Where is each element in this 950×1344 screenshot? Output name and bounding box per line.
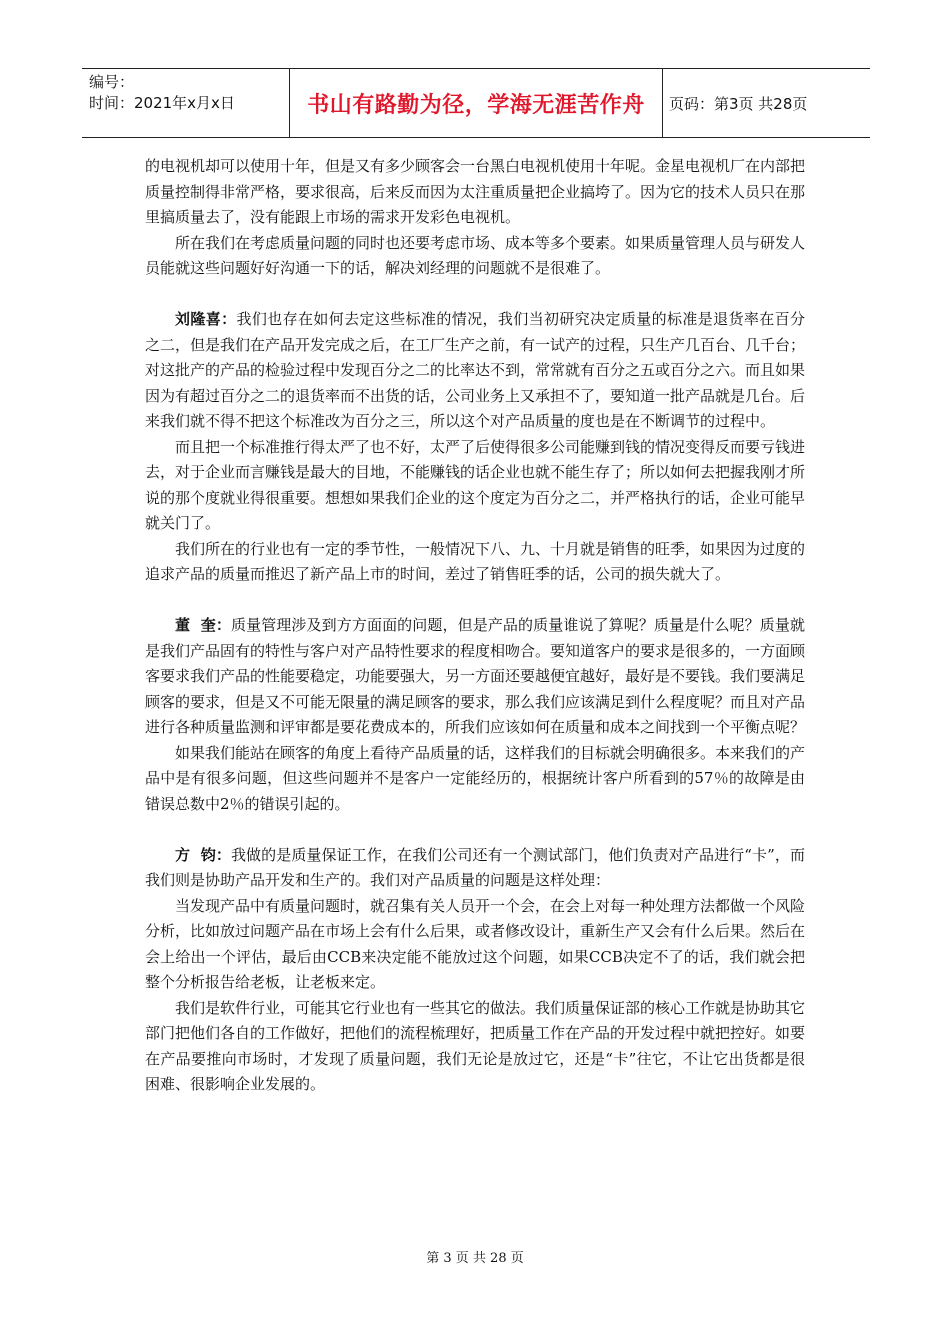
- paragraph-text: 当发现产品中有质量问题时，就召集有关人员开一个会，在会上对每一种处理方法都做一个风险分析，比如放过问题产品在市场上会有什么后果，或者修改设计，重新生产又会有什么后果。然后在会上给出一个评估，最后由CCB来决定能不能放过这个问题，如果CCB决定不了的话，我们就会把整个分析报告给老板，让老板来定。: [145, 896, 806, 991]
- header-meta: [82, 69, 290, 137]
- page-footer: 第 3 页 共 28 页: [426, 1251, 524, 1266]
- paragraph-text: 我们所在的行业也有一定的季节性，一般情况下八、九、十月就是销售的旺季，如果因为过度的追求产品的质量而推迟了新产品上市的时间，差过了销售旺季的话，公司的损失就大了。: [145, 539, 806, 583]
- document-body: [145, 154, 805, 1098]
- header-motto: 书山有路勤为径，学海无涯苦作舟: [290, 69, 663, 137]
- speaker-name: 刘隆喜：: [175, 310, 237, 328]
- paragraph-text: 质量管理涉及到方方面面的问题，但是产品的质量谁说了算呢？质量是什么呢？质量就是我们产品固有的特性与客户对产品特性要求的程度相吻合。要知道客户的要求是很多的，一方面顾客要求我们产品的性能要稳定，功能要强大，另一方面还要越便宜越好，最好是不要钱。我们要满足顾客的要求，但是又不可能无限量的满足顾客的要求，那么我们应该满足到什么程度呢？而且对产品进行各种质量监测和评审都是要花费成本的，所我们应该如何在质量和成本之间找到一个平衡点呢？: [145, 616, 806, 736]
- speaker-name: 方 钧：: [175, 845, 231, 864]
- paragraph: [145, 996, 805, 1098]
- paragraph: [145, 843, 805, 894]
- paragraph: [145, 741, 805, 818]
- paragraph-text: 我做的是质量保证工作，在我们公司还有一个测试部门，他们负责对产品进行“卡”，而我们则是协助产品开发和生产的。我们对产品质量的问题是这样处理：: [145, 845, 805, 889]
- paragraph: [145, 307, 805, 435]
- paragraph: [145, 613, 805, 741]
- paragraph: [145, 231, 805, 282]
- document-date: 时间：2021年x月x日: [89, 94, 235, 112]
- document-number-label: 编号：: [89, 73, 135, 91]
- paragraph-text: 我们是软件行业，可能其它行业也有一些其它的做法。我们质量保证部的核心工作就是协助其它部门把他们各自的工作做好，把他们的流程梳理好，把质量工作在产品的开发过程中就把控好。如要在产品要推向市场时，才发现了质量问题，我们无论是放过它，还是“卡”往它，不让它出货都是很困难、很影响企业发展的。: [145, 998, 806, 1093]
- paragraph: [145, 537, 805, 588]
- speaker-name: 董 奎：: [175, 616, 231, 634]
- header-page-number: 页码：第3页 共28页: [669, 94, 808, 113]
- page-header: [82, 68, 870, 138]
- paragraph-text: 的电视机却可以使用十年，但是又有多少顾客会一台黑白电视机使用十年呢。金星电视机厂在内部把质量控制得非常严格，要求很高，后来反而因为太注重质量把企业搞垮了。因为它的技术人员只在那里搞质量去了，没有能跟上市场的需求开发彩色电视机。: [145, 157, 806, 226]
- paragraph-text: 如果我们能站在顾客的角度上看待产品质量的话，这样我们的目标就会明确很多。本来我们的产品中是有很多问题，但这些问题并不是客户一定能经历的，根据统计客户所看到的57％的故障是由错误总数中2％的错误引起的。: [145, 743, 806, 813]
- paragraph-text: 我们也存在如何去定这些标准的情况，我们当初研究决定质量的标准是退货率在百分之二，但是我们在产品开发完成之后，在工厂生产之前，有一试产的过程，只生产几百台、几千台；对这批产的产品的检验过程中发现百分之二的比率达不到，常常就有百分之五或百分之六。而且如果因为有超过百分之二的退货率而不出货的话，公司业务上又承担不了，要知道一批产品就是几台。后来我们就不得不把这个标准改为百分之三，所以这个对产品质量的度也是在不断调节的过程中。: [145, 310, 806, 430]
- paragraph: [145, 435, 805, 537]
- paragraph: [145, 154, 805, 231]
- paragraph: [145, 894, 805, 996]
- paragraph-text: 所在我们在考虑质量问题的同时也还要考虑市场、成本等多个要素。如果质量管理人员与研发人员能就这些问题好好沟通一下的话，解决刘经理的问题就不是很难了。: [145, 233, 806, 277]
- paragraph-text: 而且把一个标准推行得太严了也不好，太严了后使得很多公司能赚到钱的情况变得反而要亏钱进去，对于企业而言赚钱是最大的目地，不能赚钱的话企业也就不能生存了；所以如何去把握我刚才所说的那个度就业得很重要。想想如果我们企业的这个度定为百分之二，并严格执行的话，企业可能早就关门了。: [145, 437, 806, 532]
